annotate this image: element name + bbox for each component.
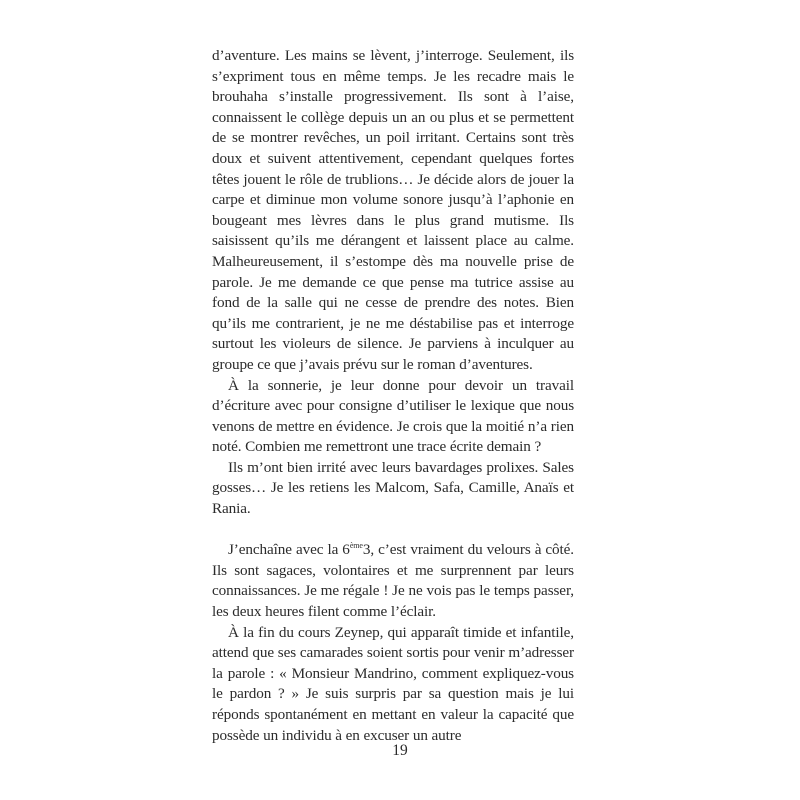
- paragraph-next-class: [212, 540, 574, 622]
- paragraph-continuation: d’aventure. Les mains se lèvent, j’interroge. Seulement, ils s’expriment tous en même temps. Je les recadre mais le brouhaha s’installe progressivement. Ils sont à l’aise, connaissent le collège depuis un an ou plus et se permettent de se montrer revêches, un poil irritant. Certains sont très doux et suivent attentivement, cependant quelques fortes têtes jouent le rôle de trublions… Je décide alors de jouer la carpe et diminue mon volume sonore jusqu’à l’aphonie en bougeant mes lèvres dans le plus grand mutisme. Ils saisissent qu’ils me dérangent et laissent place au calme. Malheureusement, il s’estompe dès ma nouvelle prise de parole. Je me demande ce que pense ma tutrice assise au fond de la salle qui ne cesse de prendre des notes. Bien qu’ils me contrarient, je ne me déstabilise pas et interroge surtout les violeurs de silence. Je parviens à inculquer au groupe ce que j’avais prévu sur le roman d’aventures.: [212, 47, 574, 373]
- page-number: 19: [392, 742, 408, 759]
- class-description-text: 3, c’est vraiment du velours à côté. Ils sont sagaces, volontaires et me surprennent par leurs connaissances. Je me régale ! Je ne vois pas le temps passer, les deux heures filent comme l’éclair.: [212, 541, 575, 621]
- class-intro-text: J’enchaîne avec la 6: [228, 541, 350, 559]
- paragraph-bell: À la sonnerie, je leur donne pour devoir un travail d’écriture avec pour consigne d’utiliser le lexique que nous venons de mettre en évidence. Je crois que la moitié n’a rien noté. Combien me remettront une trace écrite demain ?: [212, 376, 574, 456]
- paragraph-irritated: Ils m’ont bien irrité avec leurs bavardages prolixes. Sales gosses… Je les retiens les Malcom, Safa, Camille, Anaïs et Rania.: [212, 458, 574, 518]
- paragraph-zeynep: À la fin du cours Zeynep, qui apparaît timide et infantile, attend que ses camarades soient sortis pour venir m’adresser la parole : « Monsieur Mandrino, comment expliquez-vous le pardon ? » Je suis surpris par sa question mais je lui réponds spontanément en mettant en valeur la capacité que possède un individu à en excuser un autre: [212, 623, 574, 744]
- body-text: [212, 46, 574, 746]
- class-superscript: ème: [349, 541, 363, 551]
